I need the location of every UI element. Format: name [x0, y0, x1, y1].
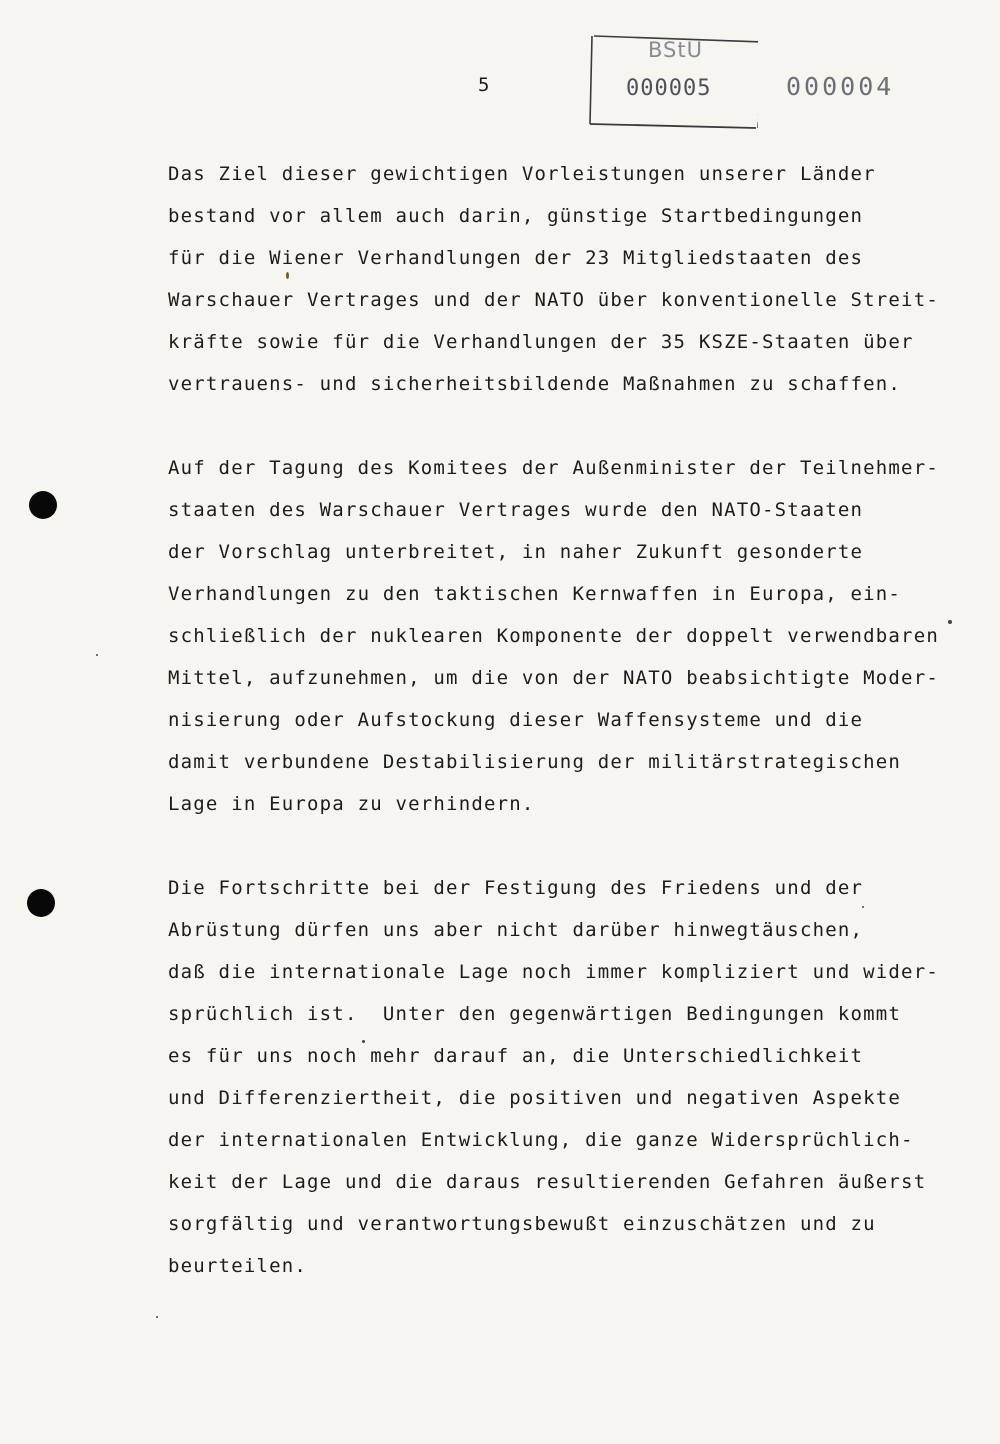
page-serial: 000004	[786, 72, 895, 101]
text-line: Warschauer Vertrages und der NATO über konventionelle Streit-	[168, 289, 939, 311]
text-line: Abrüstung dürfen uns aber nicht darüber hinwegtäuschen,	[168, 919, 864, 941]
text-line: keit der Lage und die daraus resultierenden Gefahren äußerst	[168, 1171, 927, 1193]
text-line: sorgfältig und verantwortungsbewußt einzuschätzen und zu	[168, 1213, 876, 1235]
text-line: Mittel, aufzunehmen, um die von der NATO beabsichtigte Moder-	[168, 667, 939, 689]
text-line: Die Fortschritte bei der Festigung des Friedens und der	[168, 877, 864, 899]
text-line: schließlich der nuklearen Komponente der doppelt verwendbaren	[168, 625, 939, 647]
archive-stamp	[588, 32, 758, 132]
text-line: der internationalen Entwicklung, die ganze Widersprüchlich-	[168, 1129, 914, 1151]
stamp-agency: BStU	[648, 38, 703, 62]
text-line: daß die internationale Lage noch immer kompliziert und wider-	[168, 961, 939, 983]
text-line: für die Wiener Verhandlungen der 23 Mitgliedstaaten des	[168, 247, 864, 269]
ink-speck	[286, 272, 289, 279]
text-line: Auf der Tagung des Komitees der Außenminister der Teilnehmer-	[168, 457, 939, 479]
text-line: Das Ziel dieser gewichtigen Vorleistungen unserer Länder	[168, 163, 876, 185]
ink-speck	[96, 654, 98, 656]
text-line: Lage in Europa zu verhindern.	[168, 793, 535, 815]
ink-speck	[156, 1316, 158, 1318]
paragraph-1	[168, 158, 948, 410]
text-line: es für uns noch mehr darauf an, die Unterschiedlichkeit	[168, 1045, 864, 1067]
ink-speck	[948, 620, 952, 624]
punch-hole	[27, 889, 55, 917]
text-line: staaten des Warschauer Vertrages wurde den NATO-Staaten	[168, 499, 864, 521]
punch-hole	[29, 491, 57, 519]
text-line: beurteilen.	[168, 1255, 308, 1277]
text-line: vertrauens- und sicherheitsbildende Maßnahmen zu schaffen.	[168, 373, 902, 395]
ink-speck	[362, 1040, 365, 1043]
stamp-number: 000005	[626, 76, 712, 101]
paragraph-2	[168, 452, 948, 830]
page-number: 5	[478, 74, 491, 96]
text-line: sprüchlich ist. Unter den gegenwärtigen Bedingungen kommt	[168, 1003, 902, 1025]
paragraph-3	[168, 872, 948, 1292]
text-line: Verhandlungen zu den taktischen Kernwaffen in Europa, ein-	[168, 583, 902, 605]
text-line: kräfte sowie für die Verhandlungen der 35 KSZE-Staaten über	[168, 331, 914, 353]
text-line: bestand vor allem auch darin, günstige Startbedingungen	[168, 205, 864, 227]
text-line: nisierung oder Aufstockung dieser Waffensysteme und die	[168, 709, 864, 731]
text-line: damit verbundene Destabilisierung der militärstrategischen	[168, 751, 902, 773]
ink-speck	[862, 906, 864, 908]
text-line: und Differenziertheit, die positiven und negativen Aspekte	[168, 1087, 902, 1109]
text-line: der Vorschlag unterbreitet, in naher Zukunft gesonderte	[168, 541, 864, 563]
